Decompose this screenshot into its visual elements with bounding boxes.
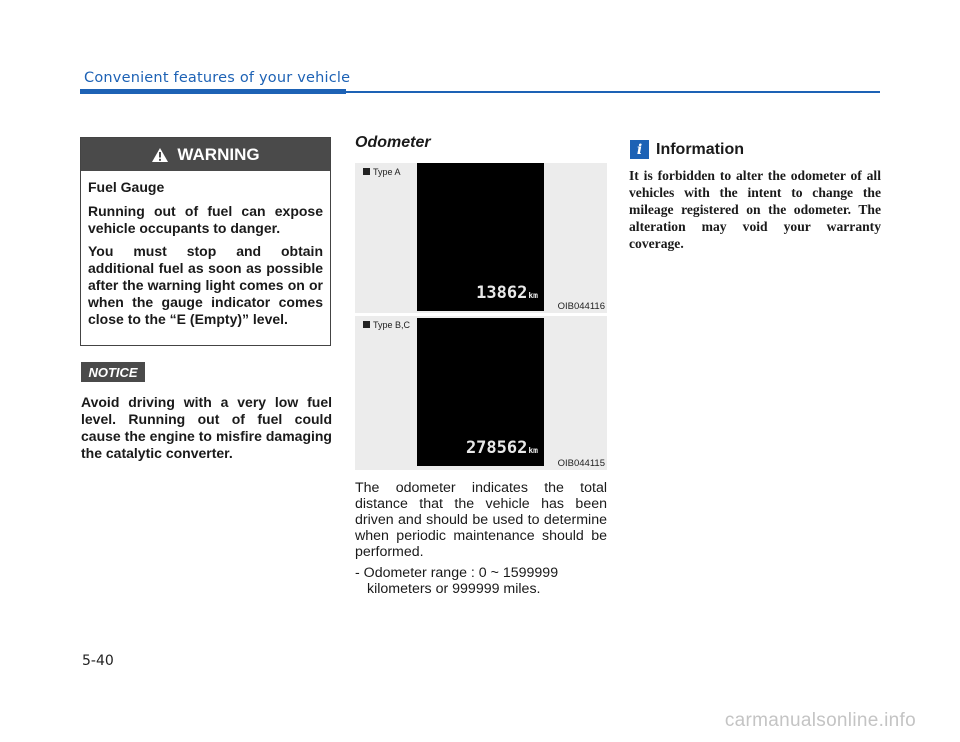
odometer-figure-type-a <box>355 163 607 313</box>
warning-triangle-icon <box>151 147 169 163</box>
information-text: It is forbidden to alter the odometer of all vehicles with the intent to change the mileage registered on the odometer. The alteration may void your warranty coverage. <box>629 168 881 251</box>
information-title: Information <box>656 141 744 158</box>
cluster-display <box>417 163 544 311</box>
cluster-display <box>417 318 544 466</box>
notice-tag: NOTICE <box>81 362 145 382</box>
warning-label: WARNING <box>177 144 260 164</box>
header-rule-thick <box>80 89 346 94</box>
type-label: Type B,C <box>363 320 410 330</box>
warning-header <box>81 138 330 171</box>
warning-body <box>88 179 323 334</box>
warning-paragraph: Running out of fuel can expose vehicle occupants to danger. <box>88 203 323 236</box>
odometer-title: Odometer <box>355 134 431 151</box>
odometer-figure-type-bc <box>355 316 607 470</box>
figure-code: OIB044115 <box>557 458 605 469</box>
watermark: carmanualsonline.info <box>724 710 916 731</box>
odometer-range: - Odometer range : 0 ~ 1599999 kilometers or 999999 miles. <box>355 565 559 597</box>
notice-text: Avoid driving with a very low fuel level. Running out of fuel could cause the engine to misfire damaging the catalytic converter. <box>81 394 332 461</box>
odometer-description <box>355 480 607 602</box>
warning-title: Fuel Gauge <box>88 179 165 195</box>
warning-box <box>80 137 331 346</box>
header-rule-thin <box>346 91 880 93</box>
page-number: 5-40 <box>82 653 114 669</box>
odometer-description-text: The odometer indicates the total distance that the vehicle has been driven and should be used to determine when periodic maintenance should be performed. <box>355 480 607 560</box>
warning-paragraph: You must stop and obtain additional fuel as soon as possible after the warning light comes on or when the gauge indicator comes close to the “E (Empty)” level. <box>88 243 323 327</box>
figure-code: OIB044116 <box>557 301 605 312</box>
odometer-reading: 13862km <box>476 283 538 303</box>
type-label: Type A <box>363 167 401 177</box>
section-title: Convenient features of your vehicle <box>84 70 351 86</box>
information-icon: i <box>630 140 649 159</box>
odometer-reading: 278562km <box>465 438 538 458</box>
